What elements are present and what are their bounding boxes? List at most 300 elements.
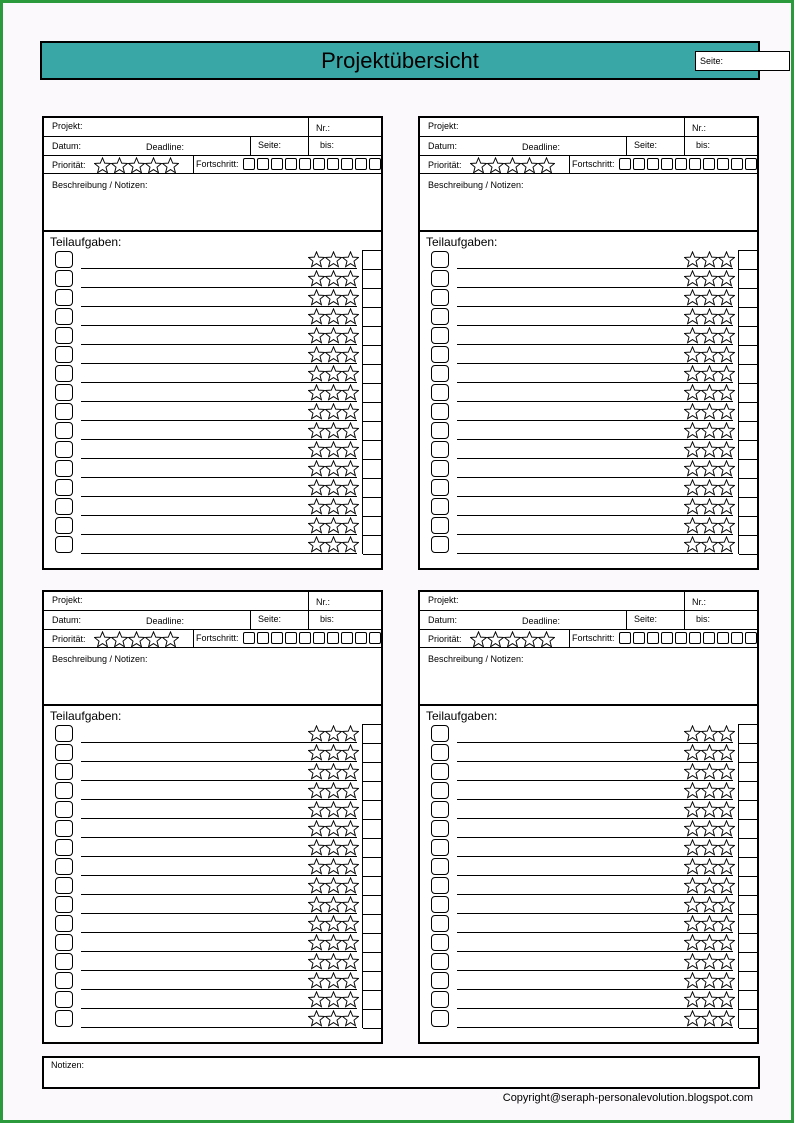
priority-stars[interactable]: [470, 631, 555, 648]
star-icon[interactable]: [325, 820, 342, 837]
star-icon[interactable]: [684, 858, 701, 875]
star-icon[interactable]: [701, 972, 718, 989]
progress-box[interactable]: [731, 632, 743, 644]
star-icon[interactable]: [308, 441, 325, 458]
subtask-checkbox[interactable]: [431, 441, 449, 458]
star-icon[interactable]: [342, 327, 359, 344]
star-icon[interactable]: [94, 631, 111, 648]
star-icon[interactable]: [342, 934, 359, 951]
star-icon[interactable]: [701, 839, 718, 856]
progress-box[interactable]: [257, 158, 269, 170]
progress-box[interactable]: [703, 632, 715, 644]
subtask-checkbox[interactable]: [431, 251, 449, 268]
description-area[interactable]: [420, 648, 757, 706]
star-icon[interactable]: [128, 631, 145, 648]
subtask-stars[interactable]: [308, 858, 359, 875]
subtask-checkbox[interactable]: [431, 308, 449, 325]
star-icon[interactable]: [701, 289, 718, 306]
subtask-checkbox[interactable]: [55, 991, 73, 1008]
project-field[interactable]: [44, 118, 309, 136]
star-icon[interactable]: [145, 631, 162, 648]
progress-box[interactable]: [243, 158, 255, 170]
subtask-side-cell[interactable]: [739, 820, 757, 839]
star-icon[interactable]: [325, 934, 342, 951]
subtask-stars[interactable]: [684, 327, 735, 344]
subtask-stars[interactable]: [308, 384, 359, 401]
progress-box[interactable]: [285, 632, 297, 644]
star-icon[interactable]: [684, 934, 701, 951]
subtask-side-cell[interactable]: [739, 934, 757, 953]
subtask-stars[interactable]: [684, 365, 735, 382]
subtask-side-cell[interactable]: [363, 1010, 381, 1029]
star-icon[interactable]: [325, 801, 342, 818]
subtask-stars[interactable]: [684, 915, 735, 932]
star-icon[interactable]: [718, 441, 735, 458]
subtask-stars[interactable]: [684, 763, 735, 780]
subtask-stars[interactable]: [308, 972, 359, 989]
progress-box[interactable]: [647, 158, 659, 170]
star-icon[interactable]: [701, 1010, 718, 1027]
progress-box[interactable]: [355, 158, 367, 170]
subtask-checkbox[interactable]: [55, 820, 73, 837]
star-icon[interactable]: [308, 479, 325, 496]
subtask-side-cell[interactable]: [739, 251, 757, 270]
star-icon[interactable]: [325, 839, 342, 856]
subtask-side-cell[interactable]: [739, 858, 757, 877]
subtask-checkbox[interactable]: [431, 991, 449, 1008]
star-icon[interactable]: [684, 896, 701, 913]
star-icon[interactable]: [111, 631, 128, 648]
subtask-side-cell[interactable]: [363, 877, 381, 896]
subtask-side-cell[interactable]: [363, 365, 381, 384]
star-icon[interactable]: [521, 157, 538, 174]
subtask-checkbox[interactable]: [55, 782, 73, 799]
subtask-stars[interactable]: [684, 346, 735, 363]
star-icon[interactable]: [325, 744, 342, 761]
star-icon[interactable]: [701, 479, 718, 496]
star-icon[interactable]: [718, 289, 735, 306]
star-icon[interactable]: [308, 725, 325, 742]
star-icon[interactable]: [718, 365, 735, 382]
subtask-stars[interactable]: [684, 801, 735, 818]
subtask-side-cell[interactable]: [739, 384, 757, 403]
star-icon[interactable]: [308, 915, 325, 932]
subtask-checkbox[interactable]: [431, 479, 449, 496]
star-icon[interactable]: [308, 782, 325, 799]
star-icon[interactable]: [308, 763, 325, 780]
progress-box[interactable]: [313, 632, 325, 644]
star-icon[interactable]: [684, 801, 701, 818]
subtask-checkbox[interactable]: [55, 915, 73, 932]
star-icon[interactable]: [718, 858, 735, 875]
subtask-stars[interactable]: [684, 251, 735, 268]
project-field[interactable]: [420, 592, 685, 610]
subtask-side-cell[interactable]: [363, 763, 381, 782]
progress-box[interactable]: [661, 632, 673, 644]
subtask-side-cell[interactable]: [739, 289, 757, 308]
subtask-line[interactable]: [81, 1027, 357, 1028]
subtask-side-cell[interactable]: [739, 915, 757, 934]
project-field[interactable]: [420, 118, 685, 136]
star-icon[interactable]: [718, 801, 735, 818]
subtask-stars[interactable]: [308, 441, 359, 458]
progress-box[interactable]: [647, 632, 659, 644]
star-icon[interactable]: [701, 801, 718, 818]
subtask-side-cell[interactable]: [739, 801, 757, 820]
star-icon[interactable]: [342, 479, 359, 496]
star-icon[interactable]: [684, 763, 701, 780]
star-icon[interactable]: [684, 403, 701, 420]
star-icon[interactable]: [342, 441, 359, 458]
star-icon[interactable]: [701, 744, 718, 761]
subtask-side-cell[interactable]: [739, 536, 757, 555]
star-icon[interactable]: [684, 991, 701, 1008]
star-icon[interactable]: [342, 877, 359, 894]
subtask-side-cell[interactable]: [739, 896, 757, 915]
star-icon[interactable]: [308, 972, 325, 989]
subtask-side-cell[interactable]: [739, 365, 757, 384]
star-icon[interactable]: [718, 839, 735, 856]
star-icon[interactable]: [325, 365, 342, 382]
subtask-side-cell[interactable]: [363, 896, 381, 915]
page-from-field[interactable]: [251, 137, 309, 155]
subtask-stars[interactable]: [684, 517, 735, 534]
star-icon[interactable]: [718, 877, 735, 894]
subtask-side-cell[interactable]: [739, 782, 757, 801]
star-icon[interactable]: [325, 991, 342, 1008]
progress-box[interactable]: [271, 632, 283, 644]
star-icon[interactable]: [342, 460, 359, 477]
subtask-stars[interactable]: [308, 801, 359, 818]
star-icon[interactable]: [325, 1010, 342, 1027]
subtask-side-cell[interactable]: [363, 346, 381, 365]
progress-box[interactable]: [633, 632, 645, 644]
description-area[interactable]: [420, 174, 757, 232]
star-icon[interactable]: [684, 915, 701, 932]
subtask-side-cell[interactable]: [739, 422, 757, 441]
subtask-checkbox[interactable]: [55, 725, 73, 742]
subtask-side-cell[interactable]: [363, 251, 381, 270]
subtask-stars[interactable]: [684, 820, 735, 837]
progress-boxes[interactable]: [243, 158, 381, 170]
subtask-stars[interactable]: [308, 896, 359, 913]
star-icon[interactable]: [718, 915, 735, 932]
subtask-line[interactable]: [457, 553, 733, 554]
star-icon[interactable]: [701, 725, 718, 742]
subtask-side-cell[interactable]: [739, 270, 757, 289]
subtask-checkbox[interactable]: [431, 536, 449, 553]
subtask-checkbox[interactable]: [55, 403, 73, 420]
star-icon[interactable]: [684, 460, 701, 477]
star-icon[interactable]: [701, 858, 718, 875]
star-icon[interactable]: [718, 725, 735, 742]
star-icon[interactable]: [718, 308, 735, 325]
subtask-stars[interactable]: [308, 744, 359, 761]
progress-box[interactable]: [619, 632, 631, 644]
subtask-checkbox[interactable]: [431, 915, 449, 932]
subtask-stars[interactable]: [684, 839, 735, 856]
subtask-checkbox[interactable]: [55, 422, 73, 439]
star-icon[interactable]: [701, 877, 718, 894]
subtask-checkbox[interactable]: [431, 858, 449, 875]
subtask-checkbox[interactable]: [55, 877, 73, 894]
subtask-side-cell[interactable]: [363, 327, 381, 346]
star-icon[interactable]: [701, 820, 718, 837]
subtask-stars[interactable]: [684, 536, 735, 553]
star-icon[interactable]: [701, 934, 718, 951]
subtask-side-cell[interactable]: [363, 422, 381, 441]
subtask-stars[interactable]: [684, 782, 735, 799]
star-icon[interactable]: [538, 631, 555, 648]
subtask-side-cell[interactable]: [363, 517, 381, 536]
star-icon[interactable]: [342, 915, 359, 932]
subtask-side-cell[interactable]: [363, 858, 381, 877]
subtask-stars[interactable]: [308, 517, 359, 534]
star-icon[interactable]: [325, 308, 342, 325]
star-icon[interactable]: [684, 498, 701, 515]
star-icon[interactable]: [342, 270, 359, 287]
subtask-checkbox[interactable]: [431, 403, 449, 420]
star-icon[interactable]: [718, 479, 735, 496]
subtask-side-cell[interactable]: [363, 460, 381, 479]
subtask-checkbox[interactable]: [431, 820, 449, 837]
star-icon[interactable]: [308, 384, 325, 401]
subtask-stars[interactable]: [308, 953, 359, 970]
date-field[interactable]: [44, 137, 251, 155]
subtask-checkbox[interactable]: [431, 517, 449, 534]
star-icon[interactable]: [325, 270, 342, 287]
subtask-checkbox[interactable]: [431, 498, 449, 515]
progress-box[interactable]: [689, 632, 701, 644]
star-icon[interactable]: [701, 460, 718, 477]
star-icon[interactable]: [342, 820, 359, 837]
subtask-side-cell[interactable]: [739, 1010, 757, 1029]
subtask-checkbox[interactable]: [55, 289, 73, 306]
progress-box[interactable]: [285, 158, 297, 170]
subtask-checkbox[interactable]: [55, 346, 73, 363]
star-icon[interactable]: [718, 896, 735, 913]
subtask-stars[interactable]: [308, 934, 359, 951]
progress-boxes[interactable]: [619, 158, 757, 170]
subtask-checkbox[interactable]: [55, 460, 73, 477]
progress-box[interactable]: [299, 632, 311, 644]
subtask-side-cell[interactable]: [363, 839, 381, 858]
subtask-side-cell[interactable]: [363, 972, 381, 991]
star-icon[interactable]: [342, 991, 359, 1008]
subtask-stars[interactable]: [684, 991, 735, 1008]
star-icon[interactable]: [162, 631, 179, 648]
progress-box[interactable]: [661, 158, 673, 170]
subtask-side-cell[interactable]: [363, 403, 381, 422]
progress-box[interactable]: [327, 632, 339, 644]
star-icon[interactable]: [308, 327, 325, 344]
progress-boxes[interactable]: [619, 632, 757, 644]
star-icon[interactable]: [308, 934, 325, 951]
star-icon[interactable]: [308, 839, 325, 856]
progress-box[interactable]: [689, 158, 701, 170]
subtask-side-cell[interactable]: [739, 725, 757, 744]
subtask-side-cell[interactable]: [363, 782, 381, 801]
subtask-checkbox[interactable]: [55, 251, 73, 268]
star-icon[interactable]: [521, 631, 538, 648]
star-icon[interactable]: [308, 1010, 325, 1027]
subtask-side-cell[interactable]: [363, 289, 381, 308]
subtask-stars[interactable]: [308, 763, 359, 780]
star-icon[interactable]: [325, 289, 342, 306]
subtask-stars[interactable]: [684, 877, 735, 894]
star-icon[interactable]: [342, 289, 359, 306]
star-icon[interactable]: [701, 251, 718, 268]
subtask-stars[interactable]: [308, 479, 359, 496]
subtask-side-cell[interactable]: [363, 934, 381, 953]
star-icon[interactable]: [325, 953, 342, 970]
priority-stars[interactable]: [94, 631, 179, 648]
star-icon[interactable]: [701, 498, 718, 515]
star-icon[interactable]: [470, 631, 487, 648]
subtask-checkbox[interactable]: [55, 479, 73, 496]
star-icon[interactable]: [684, 839, 701, 856]
subtask-side-cell[interactable]: [739, 403, 757, 422]
subtask-side-cell[interactable]: [363, 308, 381, 327]
star-icon[interactable]: [718, 820, 735, 837]
star-icon[interactable]: [308, 801, 325, 818]
subtask-side-cell[interactable]: [363, 991, 381, 1010]
star-icon[interactable]: [701, 915, 718, 932]
star-icon[interactable]: [718, 517, 735, 534]
star-icon[interactable]: [701, 441, 718, 458]
subtask-stars[interactable]: [684, 479, 735, 496]
star-icon[interactable]: [684, 251, 701, 268]
subtask-stars[interactable]: [684, 289, 735, 306]
star-icon[interactable]: [342, 858, 359, 875]
subtask-stars[interactable]: [308, 839, 359, 856]
star-icon[interactable]: [342, 422, 359, 439]
star-icon[interactable]: [701, 536, 718, 553]
subtask-checkbox[interactable]: [55, 365, 73, 382]
star-icon[interactable]: [308, 536, 325, 553]
subtask-stars[interactable]: [308, 915, 359, 932]
subtask-checkbox[interactable]: [55, 972, 73, 989]
subtask-side-cell[interactable]: [363, 725, 381, 744]
star-icon[interactable]: [325, 915, 342, 932]
progress-box[interactable]: [299, 158, 311, 170]
star-icon[interactable]: [684, 744, 701, 761]
star-icon[interactable]: [325, 877, 342, 894]
star-icon[interactable]: [308, 877, 325, 894]
star-icon[interactable]: [342, 536, 359, 553]
subtask-stars[interactable]: [684, 972, 735, 989]
subtask-checkbox[interactable]: [55, 801, 73, 818]
star-icon[interactable]: [111, 157, 128, 174]
subtask-checkbox[interactable]: [55, 839, 73, 856]
subtask-side-cell[interactable]: [363, 270, 381, 289]
priority-stars[interactable]: [470, 157, 555, 174]
subtask-stars[interactable]: [684, 498, 735, 515]
subtask-checkbox[interactable]: [431, 327, 449, 344]
subtask-checkbox[interactable]: [55, 441, 73, 458]
subtask-side-cell[interactable]: [363, 498, 381, 517]
page-number-field[interactable]: [695, 51, 790, 71]
star-icon[interactable]: [470, 157, 487, 174]
star-icon[interactable]: [325, 251, 342, 268]
project-field[interactable]: [44, 592, 309, 610]
star-icon[interactable]: [145, 157, 162, 174]
star-icon[interactable]: [718, 460, 735, 477]
subtask-stars[interactable]: [308, 498, 359, 515]
subtask-checkbox[interactable]: [431, 365, 449, 382]
star-icon[interactable]: [718, 346, 735, 363]
subtask-side-cell[interactable]: [739, 953, 757, 972]
star-icon[interactable]: [308, 251, 325, 268]
subtask-stars[interactable]: [684, 934, 735, 951]
progress-box[interactable]: [369, 632, 381, 644]
star-icon[interactable]: [308, 289, 325, 306]
subtask-stars[interactable]: [308, 820, 359, 837]
subtask-checkbox[interactable]: [55, 858, 73, 875]
page-from-field[interactable]: [251, 611, 309, 629]
star-icon[interactable]: [325, 763, 342, 780]
subtask-stars[interactable]: [308, 365, 359, 382]
star-icon[interactable]: [684, 346, 701, 363]
star-icon[interactable]: [684, 479, 701, 496]
star-icon[interactable]: [342, 251, 359, 268]
star-icon[interactable]: [701, 270, 718, 287]
star-icon[interactable]: [701, 365, 718, 382]
subtask-side-cell[interactable]: [739, 839, 757, 858]
subtask-checkbox[interactable]: [55, 308, 73, 325]
star-icon[interactable]: [684, 327, 701, 344]
subtask-checkbox[interactable]: [55, 953, 73, 970]
subtask-checkbox[interactable]: [431, 896, 449, 913]
subtask-checkbox[interactable]: [431, 460, 449, 477]
star-icon[interactable]: [308, 270, 325, 287]
subtask-side-cell[interactable]: [739, 972, 757, 991]
star-icon[interactable]: [308, 365, 325, 382]
star-icon[interactable]: [342, 972, 359, 989]
star-icon[interactable]: [308, 498, 325, 515]
star-icon[interactable]: [342, 896, 359, 913]
star-icon[interactable]: [718, 384, 735, 401]
subtask-side-cell[interactable]: [739, 346, 757, 365]
star-icon[interactable]: [487, 157, 504, 174]
star-icon[interactable]: [684, 725, 701, 742]
subtask-side-cell[interactable]: [739, 479, 757, 498]
subtask-side-cell[interactable]: [739, 991, 757, 1010]
star-icon[interactable]: [342, 782, 359, 799]
star-icon[interactable]: [308, 858, 325, 875]
progress-box[interactable]: [327, 158, 339, 170]
progress-box[interactable]: [717, 158, 729, 170]
star-icon[interactable]: [342, 725, 359, 742]
subtask-stars[interactable]: [308, 1010, 359, 1027]
star-icon[interactable]: [308, 460, 325, 477]
subtask-checkbox[interactable]: [55, 536, 73, 553]
subtask-side-cell[interactable]: [739, 763, 757, 782]
progress-box[interactable]: [745, 158, 757, 170]
subtask-stars[interactable]: [684, 384, 735, 401]
star-icon[interactable]: [684, 441, 701, 458]
subtask-stars[interactable]: [684, 308, 735, 325]
star-icon[interactable]: [718, 744, 735, 761]
star-icon[interactable]: [718, 327, 735, 344]
star-icon[interactable]: [684, 972, 701, 989]
subtask-checkbox[interactable]: [431, 801, 449, 818]
progress-box[interactable]: [675, 632, 687, 644]
subtask-checkbox[interactable]: [431, 270, 449, 287]
subtask-checkbox[interactable]: [55, 384, 73, 401]
progress-box[interactable]: [355, 632, 367, 644]
star-icon[interactable]: [325, 346, 342, 363]
